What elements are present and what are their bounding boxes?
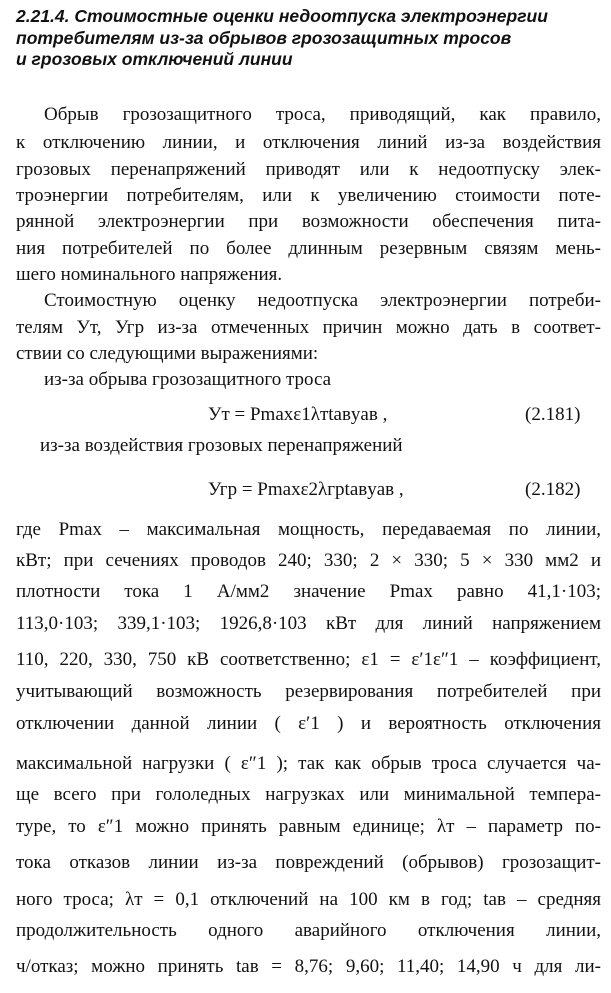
body-line: грозовых перенапряжений приводят или к недоотпуску элек- <box>16 159 601 180</box>
body-line: тока отказов линии из-за повреждений (обрывов) грозозащит- <box>16 852 601 873</box>
formula-2-182: Угр = Pmaxε2λгрtавyав , <box>208 479 404 500</box>
equation-number: (2.182) <box>525 479 581 500</box>
body-line: ч/отказ; можно принять tав = 8,76; 9,60; 11,40; 14,90 ч для ли- <box>16 956 601 977</box>
heading-line-1: 2.21.4. Стоимостные оценки недоотпуска электроэнергии <box>16 6 548 26</box>
equation-number: (2.181) <box>525 404 581 425</box>
body-line: ния потребителей по более длинным резервным связям мень- <box>16 238 601 259</box>
body-line: шего номинального напряжения. <box>16 264 283 285</box>
body-line: отключении данной линии ( ε′1 ) и вероятность отключения <box>16 713 601 734</box>
body-line: к отключению линии, и отключения линий из-за воздействия <box>16 132 601 153</box>
body-line: продолжительность одного аварийного отключения линии, <box>16 920 601 941</box>
formula-2-181: Ут = Pmaxε1λтtавyав , <box>208 404 388 425</box>
body-line: учитывающий возможность резервирования потребителей при <box>16 681 601 702</box>
body-line: максимальной нагрузки ( ε″1 ); так как обрыв троса случается ча- <box>16 753 601 774</box>
body-line: из-за воздействия грозовых перенапряжений <box>40 435 403 456</box>
body-line: ного троса; λт = 0,1 отключений на 100 км в год; tав – средняя <box>16 889 601 910</box>
body-line: ствии со следующими выражениями: <box>16 343 319 364</box>
body-line: туре, то ε″1 можно принять равным единице; λт – параметр по- <box>16 816 601 837</box>
body-line: Обрыв грозозащитного троса, приводящий, как правило, <box>44 104 601 125</box>
body-line: троэнергии потребителям, или к увеличению стоимости поте- <box>16 185 601 206</box>
body-line: ще всего при гололедных нагрузках или минимальной темпера- <box>16 784 601 805</box>
heading-line-2: потребителям из-за обрывов грозозащитных тросов <box>16 27 512 48</box>
body-line: 110, 220, 330, 750 кВ соответственно; ε1 = ε′1ε″1 – коэффициент, <box>16 649 601 670</box>
heading-line-3: и грозовых отключений линии <box>16 49 293 69</box>
section-heading <box>16 6 606 71</box>
body-line: кВт; при сечениях проводов 240; 330; 2 × 330; 5 × 330 мм2 и <box>16 550 601 571</box>
body-line: из-за обрыва грозозащитного троса <box>44 369 332 390</box>
body-line: Стоимостную оценку недоотпуска электроэнергии потреби- <box>44 290 601 311</box>
body-line: телям Ут, Угр из-за отмеченных причин можно дать в соответ- <box>16 317 601 338</box>
body-line: плотности тока 1 А/мм2 значение Pmax равно 41,1·103; <box>16 581 601 602</box>
body-line: 113,0·103; 339,1·103; 1926,8·103 кВт для линий напряжением <box>16 613 601 634</box>
body-line: рянной электроэнергии при возможности обеспечения пита- <box>16 211 601 232</box>
body-line: где Pmax – максимальная мощность, передаваемая по линии, <box>16 519 601 540</box>
